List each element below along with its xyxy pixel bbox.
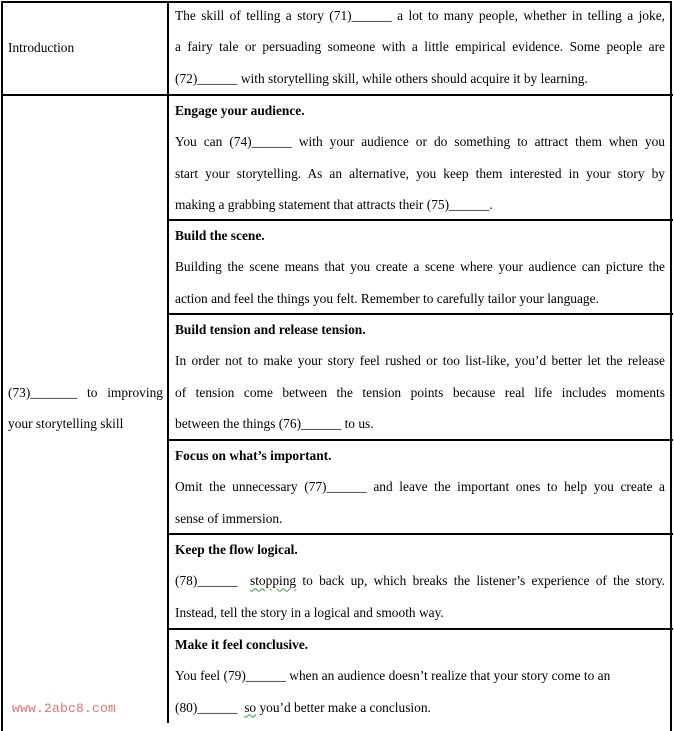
intro-cell	[175, 0, 665, 94]
section-engage	[175, 95, 665, 220]
text-fragment: (80)______	[175, 699, 245, 715]
text-fragment: (78)______	[175, 573, 250, 589]
section-line: between the things (76)______ to us.	[175, 415, 374, 431]
section-line: of tension come between the tension points because real life includes moments	[175, 384, 665, 400]
section-scene	[175, 220, 665, 314]
section-title: Keep the flow logical.	[175, 542, 298, 557]
section-title: Engage your audience.	[175, 103, 305, 118]
section-focus	[175, 440, 665, 534]
text-fragment: you’d better make a conclusion.	[256, 699, 431, 715]
main-label-line: your storytelling skill	[8, 416, 124, 432]
column-divider	[167, 1, 169, 723]
intro-line: The skill of telling a story (71)______ a lot to many people, whether in telling a joke,	[175, 8, 665, 23]
section-title: Build the scene.	[175, 228, 265, 243]
section-line: sense of immersion.	[175, 510, 283, 526]
spellcheck-word: so	[244, 699, 257, 715]
section-flow	[175, 534, 665, 628]
section-line: You feel (79)______ when an audience doesn’t realize that your story come to an	[175, 668, 611, 684]
section-line: Building the scene means that you create a scene where your audience can picture the	[175, 259, 665, 275]
section-conclusive	[175, 629, 665, 723]
spellcheck-word: stopping	[250, 573, 297, 589]
section-line	[175, 692, 665, 723]
intro-line: a fairy tale or persuading someone with a little empirical evidence. Some people are	[175, 39, 665, 55]
section-line: You can (74)______ with your audience or do something to attract them when you	[175, 134, 665, 150]
intro-line: (72)______ with storytelling skill, while others should acquire it by learning.	[175, 70, 588, 86]
section-line: Omit the unnecessary (77)______ and leave the important ones to help you create a	[175, 479, 665, 495]
section-line: start your storytelling. As an alternative, you keep them interested in your story by	[175, 165, 665, 181]
section-line: action and feel the things you felt. Remember to carefully tailor your language.	[175, 290, 599, 306]
main-label-line: (73)_______ to improving	[8, 385, 163, 400]
section-tension	[175, 314, 665, 439]
main-label	[8, 377, 163, 440]
section-line	[175, 565, 665, 596]
section-title: Make it feel conclusive.	[175, 637, 309, 652]
section-line: In order not to make your story feel rushed or too list-like, you’d better let the release	[175, 353, 665, 369]
section-line: Instead, tell the story in a logical and smooth way.	[175, 604, 444, 620]
text-fragment: to back up, which breaks the listener’s experience of the story.	[296, 573, 665, 589]
section-line: making a grabbing statement that attracts their (75)______.	[175, 196, 493, 212]
section-title: Focus on what’s important.	[175, 448, 332, 463]
watermark: www.2abc8.com	[12, 701, 117, 716]
section-title: Build tension and release tension.	[175, 322, 366, 337]
intro-label: Introduction	[8, 40, 75, 55]
